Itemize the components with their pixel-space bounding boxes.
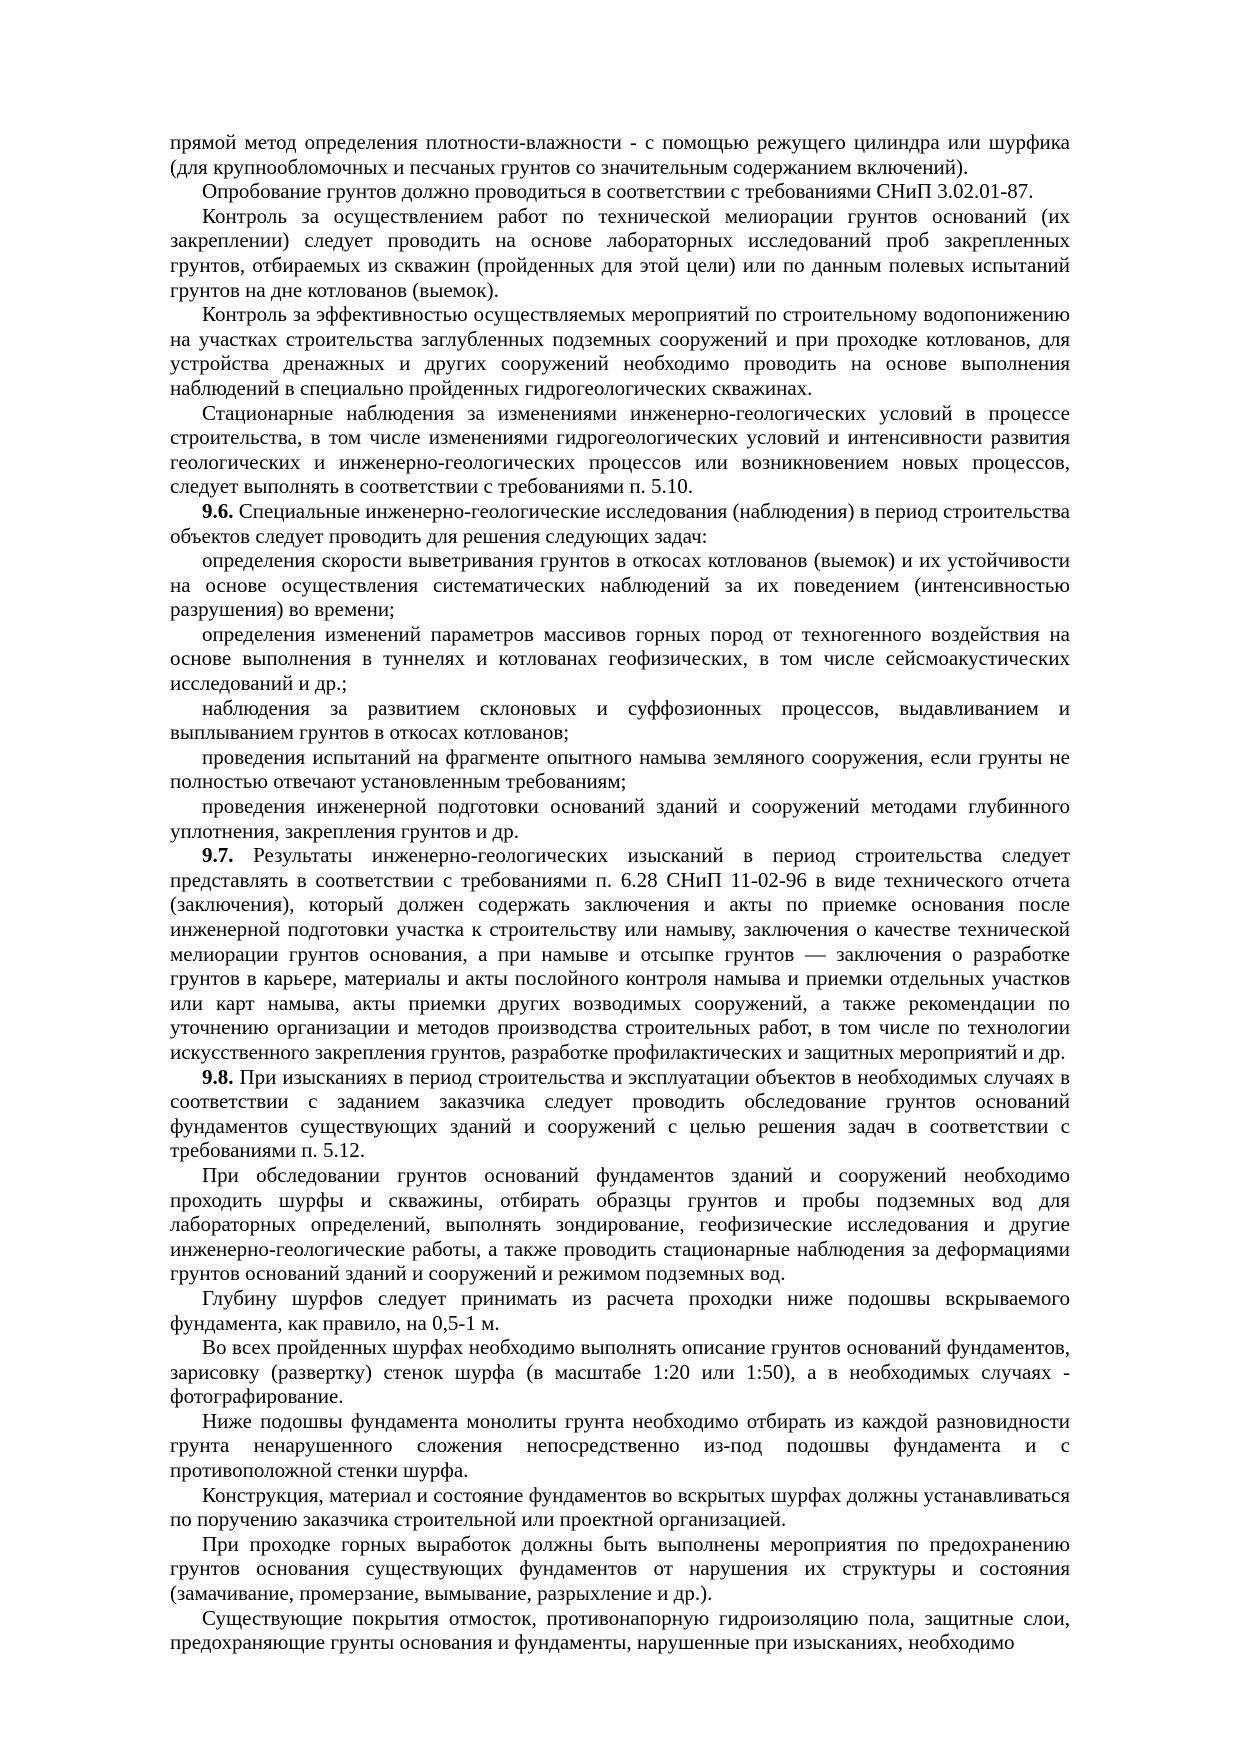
paragraph: Опробование грунтов должно проводиться в соответствии с требованиями СНиП 3.02.01-87. bbox=[202, 179, 1034, 204]
paragraph: Глубину шурфов следует принимать из расчета проходки ниже подошвы вскрываемого фундамента, как правило, на 0,5-1 м. bbox=[170, 1285, 1070, 1335]
paragraph-clause-9-7: 9.7. Результаты инженерно-геологических изысканий в период строительства следует представлять в соответствии с требованиями п. 6.28 СНиП 11-02-96 в виде технического отчета (заключения), который должен содержать заключения и акты по приемке основания после инженерной подготовки участка к строительству или намыву, заключения о качестве технической мелиорации грунтов основания, а при намыве и отсыпке грунтов — заключения о разработке грунтов в карьере, материалы и акты послойного контроля намыва и приемки отдельных участков или карт намыва, акты приемки других возводимых сооружений, а также рекомендации по уточнению организации и методов производства строительных работ, в том числе по технологии искусственного закрепления грунтов, разработке профилактических и защитных мероприятий и др. bbox=[170, 843, 1071, 1064]
paragraph: При обследовании грунтов оснований фундаментов зданий и сооружений необходимо проходить шурфы и скважины, отбирать образцы грунтов и пробы подземных вод для лабораторных определений, выполнять зондирование, геофизические исследования и другие инженерно-геологические работы, а также проводить стационарные наблюдения за деформациями грунтов оснований зданий и сооружений и режимом подземных вод. bbox=[170, 1162, 1070, 1286]
paragraph: Существующие покрытия отмосток, противонапорную гидроизоляцию пола, защитные слои, предохраняющие грунты основания и фундаменты, нарушенные при изысканиях, необходимо bbox=[170, 1605, 1070, 1655]
paragraph: Во всех пройденных шурфах необходимо выполнять описание грунтов оснований фундаментов, зарисовку (развертку) стенок шурфа (в масштабе 1:20 или 1:50), а в необходимых случаях - фотографирование. bbox=[170, 1335, 1070, 1409]
paragraph: определения изменений параметров массивов горных пород от техногенного воздействия на основе выполнения в туннелях и котлованах геофизических, в том числе сейсмоакустических исследований и др.; bbox=[170, 621, 1070, 696]
paragraph: Контроль за осуществлением работ по технической мелиорации грунтов оснований (их закреплении) следует проводить на основе лабораторных исследований проб закрепленных грунтов, отбираемых из скважин (пройденных для этой цели) или по данным полевых испытаний грунтов на дне котлованов (выемок). bbox=[170, 203, 1070, 302]
paragraph: определения скорости выветривания грунтов в откосах котлованов (выемок) и их устойчивости на основе осуществления систематических наблюдений за их поведением (интенсивностью разрушения) во времени; bbox=[170, 548, 1070, 622]
paragraph: Ниже подошвы фундамента монолиты грунта необходимо отбирать из каждой разновидности грунта ненарушенного сложения непосредственно из-под подошвы фундамента и с противоположной стенки шурфа. bbox=[170, 1408, 1070, 1483]
document-body bbox=[170, 130, 1070, 1655]
paragraph: проведения испытаний на фрагменте опытного намыва земляного сооружения, если грунты не полностью отвечают установленным требованиям; bbox=[170, 744, 1070, 794]
paragraph: Контроль за эффективностью осуществляемых мероприятий по строительному водопонижению на участках строительства заглубленных подземных сооружений и при проходке котлованов, для устройства дренажных и других сооружений необходимо проводить на основе выполнения наблюдений в специально пройденных гидрогеологических скважинах. bbox=[170, 302, 1070, 400]
paragraph: Конструкция, материал и состояние фундаментов во вскрытых шурфах должны устанавливаться по поручению заказчика строительной или проектной организацией. bbox=[170, 1482, 1070, 1532]
paragraph: наблюдения за развитием склоновых и суффозионных процессов, выдавливанием и выплыванием грунтов в откосах котлованов; bbox=[170, 695, 1070, 745]
clause-number: 9.7. bbox=[202, 843, 254, 868]
paragraph: Стационарные наблюдения за изменениями инженерно-геологических условий в процессе строительства, в том числе изменениями гидрогеологических условий и интенсивности развития геологических и инженерно-геологических процессов или возникновением новых процессов, следует выполнять в соответствии с требованиями п. 5.10. bbox=[170, 400, 1070, 499]
paragraph: При проходке горных выработок должны быть выполнены мероприятия по предохранению грунтов основания существующих фундаментов от нарушения их структуры и состояния (замачивание, промерзание, вымывание, разрыхление и др.). bbox=[170, 1531, 1070, 1606]
paragraph-clause-9-6: 9.6. Специальные инженерно-геологические исследования (наблюдения) в период строительства объектов следует проводить для решения следующих задач: bbox=[170, 498, 1071, 548]
paragraph-clause-9-8: 9.8. При изысканиях в период строительства и эксплуатации объектов в необходимых случаях в соответствии с заданием заказчика следует проводить обследование грунтов оснований фундаментов существующих зданий и сооружений с целью решения задач в соответствии с требованиями п. 5.12. bbox=[170, 1064, 1071, 1163]
clause-number: 9.8. bbox=[202, 1064, 240, 1089]
clause-number: 9.6. bbox=[202, 498, 239, 523]
paragraph: прямой метод определения плотности-влажности - с помощью режущего цилиндра или шурфика (для крупнообломочных и песчаных грунтов со значительным содержанием включений). bbox=[170, 130, 1070, 179]
paragraph: проведения инженерной подготовки оснований зданий и сооружений методами глубинного уплотнения, закрепления грунтов и др. bbox=[170, 794, 1070, 843]
